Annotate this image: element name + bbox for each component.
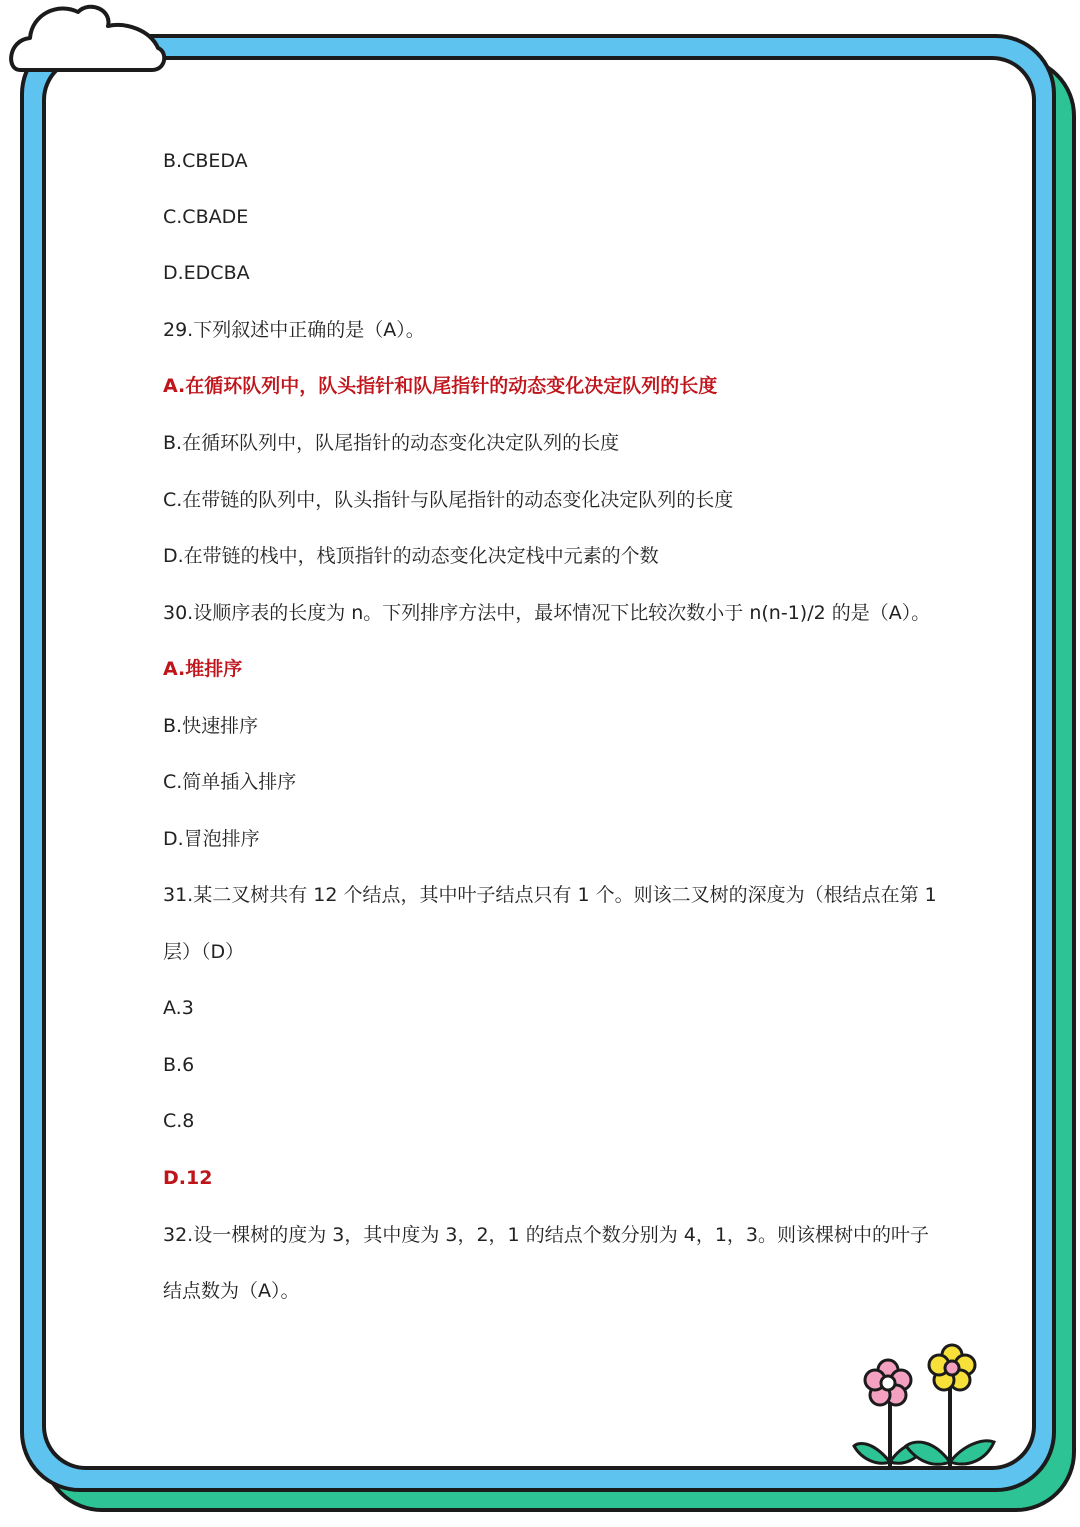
- option-line: B.CBEDA: [163, 150, 248, 172]
- option-line: C.8: [163, 1110, 195, 1132]
- option-line: B.快速排序: [163, 715, 259, 737]
- option-line: D.EDCBA: [163, 262, 250, 284]
- option-line: B.在循环队列中，队尾指针的动态变化决定队列的长度: [163, 432, 620, 454]
- question-line: 31.某二叉树共有 12 个结点，其中叶子结点只有 1 个。则该二叉树的深度为（根结点在第 1: [163, 884, 937, 906]
- answer-line: D.12: [163, 1167, 213, 1189]
- question-line: 层）（D）: [163, 941, 245, 963]
- option-line: D.冒泡排序: [163, 828, 260, 850]
- option-line: C.简单插入排序: [163, 771, 297, 793]
- question-line: 29.下列叙述中正确的是（A）。: [163, 319, 425, 341]
- question-line: 结点数为（A）。: [163, 1280, 300, 1302]
- answer-line: A.堆排序: [163, 658, 243, 680]
- option-line: C.在带链的队列中，队头指针与队尾指针的动态变化决定队列的长度: [163, 489, 734, 511]
- question-line: 30.设顺序表的长度为 n。下列排序方法中，最坏情况下比较次数小于 n(n-1)/2 的是（A）。: [163, 602, 931, 624]
- option-line: B.6: [163, 1054, 195, 1076]
- answer-line: A.在循环队列中，队头指针和队尾指针的动态变化决定队列的长度: [163, 375, 718, 397]
- option-line: A.3: [163, 997, 194, 1019]
- option-line: C.CBADE: [163, 206, 249, 228]
- question-line: 32.设一棵树的度为 3，其中度为 3，2，1 的结点个数分别为 4，1，3。则该棵树中的叶子: [163, 1224, 929, 1246]
- cloud-icon: [11, 7, 164, 70]
- option-line: D.在带链的栈中，栈顶指针的动态变化决定栈中元素的个数: [163, 545, 659, 567]
